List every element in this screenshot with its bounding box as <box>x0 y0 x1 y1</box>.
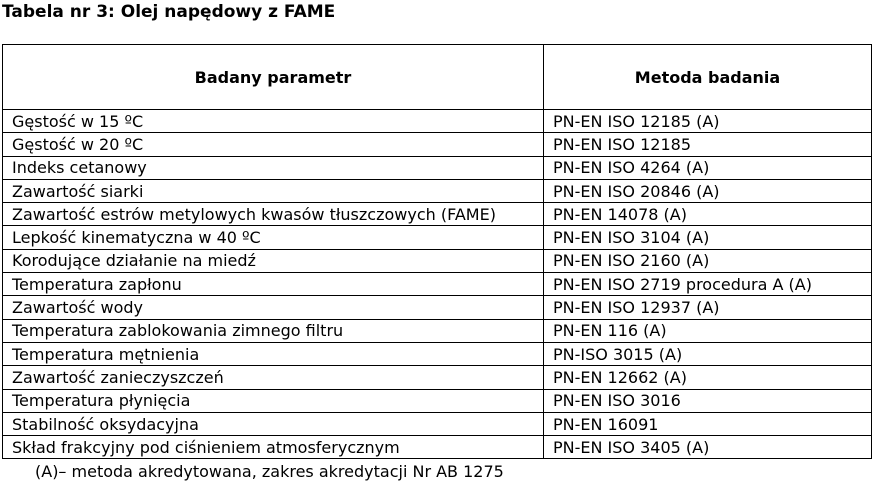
table-row <box>3 389 872 412</box>
table-row <box>3 319 872 342</box>
table-row <box>3 342 872 365</box>
parameter-cell: Gęstość w 20 ºC <box>3 133 544 156</box>
parameter-cell: Temperatura płynięcia <box>3 389 544 412</box>
table-row <box>3 296 872 319</box>
parameter-cell: Skład frakcyjny pod ciśnieniem atmosferycznym <box>3 436 544 459</box>
table-header-row <box>3 45 872 110</box>
method-cell: PN-EN ISO 3016 <box>544 389 872 412</box>
parameter-cell: Temperatura zablokowania zimnego filtru <box>3 319 544 342</box>
method-cell: PN-EN ISO 3104 (A) <box>544 226 872 249</box>
table-row <box>3 226 872 249</box>
accreditation-footnote: (A)– metoda akredytowana, zakres akredytacji Nr AB 1275 <box>35 462 504 481</box>
method-cell: PN-EN 12662 (A) <box>544 366 872 389</box>
parameter-cell: Gęstość w 15 ºC <box>3 110 544 133</box>
method-cell: PN-EN ISO 12185 (A) <box>544 110 872 133</box>
method-cell: PN-EN 16091 <box>544 412 872 435</box>
table-row <box>3 156 872 179</box>
method-cell: PN-EN ISO 2719 procedura A (A) <box>544 273 872 296</box>
method-cell: PN-EN ISO 4264 (A) <box>544 156 872 179</box>
table-row <box>3 179 872 202</box>
method-cell: PN-EN ISO 20846 (A) <box>544 179 872 202</box>
parameter-cell: Zawartość siarki <box>3 179 544 202</box>
parameter-cell: Korodujące działanie na miedź <box>3 249 544 272</box>
method-cell: PN-EN ISO 12185 <box>544 133 872 156</box>
parameter-cell: Lepkość kinematyczna w 40 ºC <box>3 226 544 249</box>
table-row <box>3 110 872 133</box>
parameter-cell: Stabilność oksydacyjna <box>3 412 544 435</box>
parameter-cell: Temperatura mętnienia <box>3 342 544 365</box>
method-cell: PN-EN ISO 2160 (A) <box>544 249 872 272</box>
parameter-cell: Zawartość wody <box>3 296 544 319</box>
parameter-cell: Temperatura zapłonu <box>3 273 544 296</box>
table-row <box>3 203 872 226</box>
table-row <box>3 273 872 296</box>
header-parameter: Badany parametr <box>3 45 544 110</box>
method-cell: PN-EN 116 (A) <box>544 319 872 342</box>
methods-table <box>2 44 872 459</box>
table-row <box>3 366 872 389</box>
table-row <box>3 412 872 435</box>
table-row <box>3 249 872 272</box>
method-cell: PN-EN 14078 (A) <box>544 203 872 226</box>
parameter-cell: Indeks cetanowy <box>3 156 544 179</box>
table-row <box>3 133 872 156</box>
parameter-cell: Zawartość zanieczyszczeń <box>3 366 544 389</box>
method-cell: PN-EN ISO 3405 (A) <box>544 436 872 459</box>
parameter-cell: Zawartość estrów metylowych kwasów tłuszczowych (FAME) <box>3 203 544 226</box>
table-title: Tabela nr 3: Olej napędowy z FAME <box>2 2 336 22</box>
table-row <box>3 436 872 459</box>
method-cell: PN-EN ISO 12937 (A) <box>544 296 872 319</box>
method-cell: PN-ISO 3015 (A) <box>544 342 872 365</box>
header-method: Metoda badania <box>544 45 872 110</box>
